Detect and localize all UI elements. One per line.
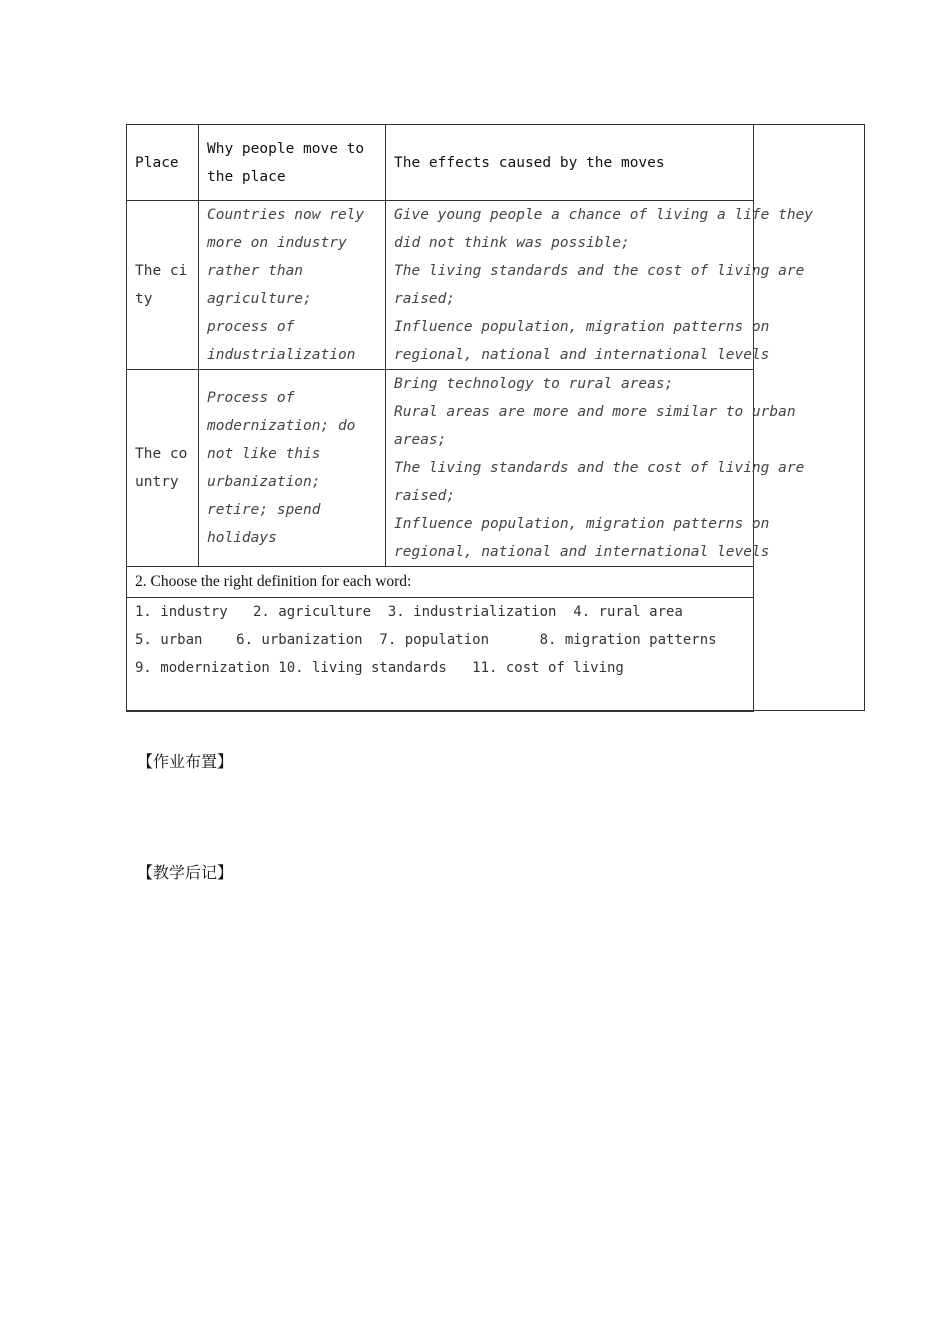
instruction-text: 2. Choose the right definition for each word: bbox=[127, 567, 754, 598]
table-header-row bbox=[127, 125, 754, 201]
effects-city bbox=[386, 201, 814, 370]
word-list-line: 5. urban 6. urbanization 7. population 8. migration patterns bbox=[135, 632, 717, 648]
effect-line: The living standards and the cost of living are bbox=[394, 263, 805, 279]
reflection-heading: 【教学后记】 bbox=[137, 863, 234, 882]
effect-line: raised; bbox=[394, 488, 456, 504]
word-list-line: 9. modernization 10. living standards 11. cost of living bbox=[135, 660, 624, 676]
instruction-row bbox=[127, 567, 754, 598]
word-list-row bbox=[127, 598, 754, 712]
effect-line: raised; bbox=[394, 291, 456, 307]
word-list bbox=[127, 598, 754, 712]
place-country: The country bbox=[127, 370, 199, 567]
effect-line: Influence population, migration patterns on bbox=[394, 319, 770, 335]
effect-line: areas; bbox=[394, 432, 447, 448]
effect-line: Give young people a chance of living a life they bbox=[394, 207, 814, 223]
effect-line: Rural areas are more and more similar to urban bbox=[394, 404, 796, 420]
effect-line: regional, national and international levels bbox=[394, 544, 770, 560]
effect-line: Bring technology to rural areas; bbox=[394, 376, 674, 392]
homework-heading: 【作业布置】 bbox=[137, 752, 234, 771]
effect-line: regional, national and international levels bbox=[394, 347, 770, 363]
place-city: The city bbox=[127, 201, 199, 370]
header-effects: The effects caused by the moves bbox=[386, 125, 754, 201]
why-country: Process of modernization; do not like this urbanization; retire; spend holidays bbox=[199, 370, 386, 567]
header-why: Why people move to the place bbox=[199, 125, 386, 201]
effect-line: The living standards and the cost of living are bbox=[394, 460, 805, 476]
word-list-line: 1. industry 2. agriculture 3. industrialization 4. rural area bbox=[135, 604, 683, 620]
header-place: Place bbox=[127, 125, 199, 201]
effect-line: Influence population, migration patterns on bbox=[394, 516, 770, 532]
effect-line: did not think was possible; bbox=[394, 235, 630, 251]
why-city: Countries now rely more on industry rather than agriculture; process of industrialization bbox=[199, 201, 386, 370]
table-row-city bbox=[127, 201, 754, 370]
moves-table bbox=[126, 124, 814, 712]
effects-country bbox=[386, 370, 805, 567]
table-row-country bbox=[127, 370, 754, 567]
